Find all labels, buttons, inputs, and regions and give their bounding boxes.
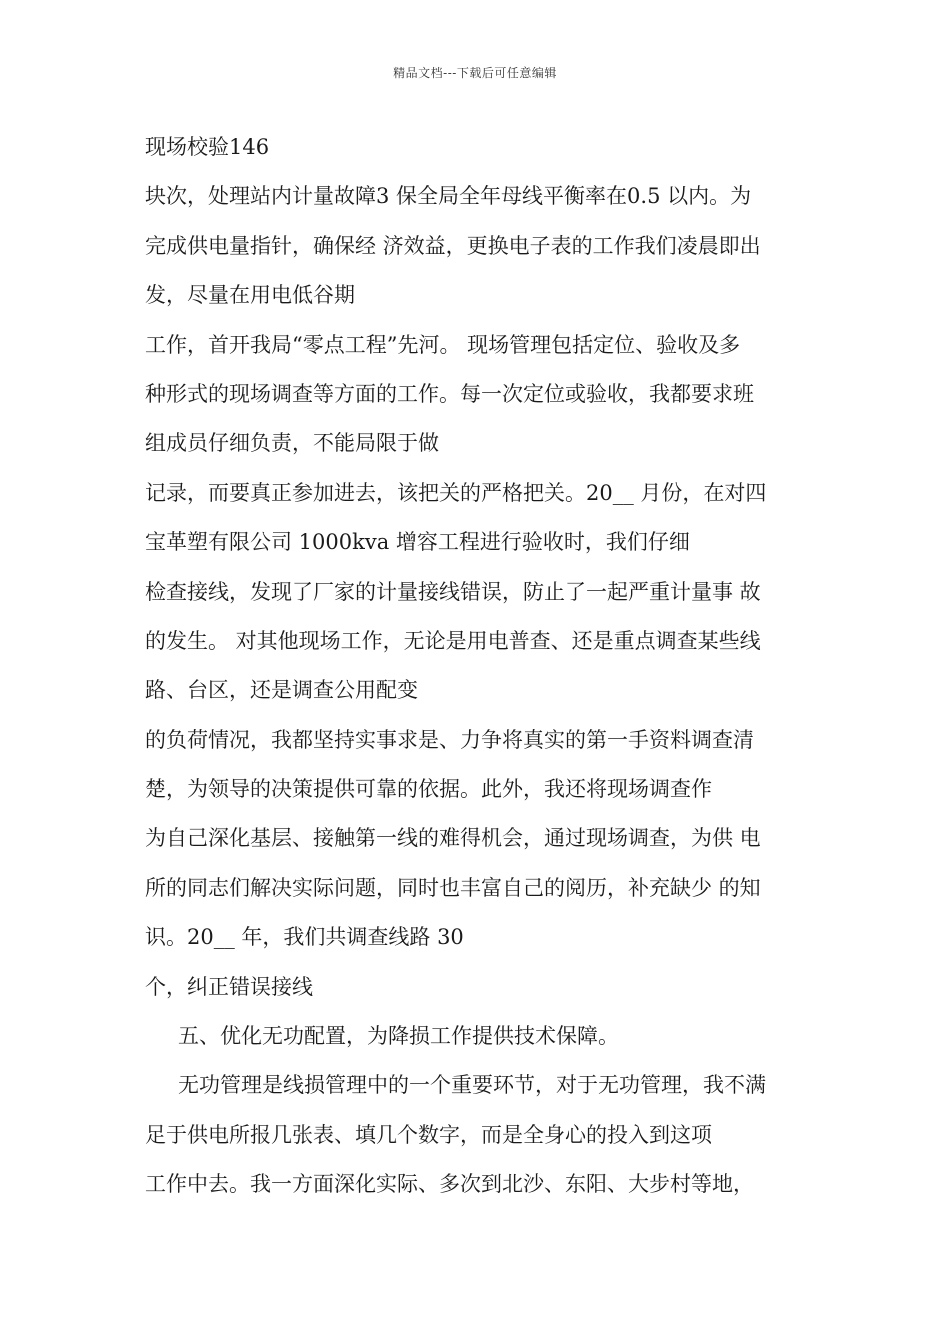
paragraph-first-line: 无功管理是线损管理中的一个重要环节，对于无功管理，我不满 bbox=[178, 1073, 766, 1098]
body-line-21: 足于供电所报几张表、填几个数字，而是全身心的投入到这项 bbox=[145, 1122, 712, 1147]
section-heading: 五、优化无功配置，为降损工作提供技术保障。 bbox=[178, 1024, 619, 1049]
body-line-14: 楚，为领导的决策提供可靠的依据。此外，我还将现场调查作 bbox=[145, 777, 712, 802]
body-line-3: 完成供电量指针，确保经 济效益，更换电子表的工作我们凌晨即出 bbox=[145, 233, 761, 258]
body-line-4: 发，尽量在用电低谷期 bbox=[145, 283, 355, 308]
body-line-22: 工作中去。我一方面深化实际、多次到北沙、东阳、大步村等地， bbox=[145, 1172, 754, 1197]
body-line-16: 所的同志们解决实际问题，同时也丰富自己的阅历，补充缺少 的知 bbox=[145, 875, 761, 900]
body-line-1: 现场校验146 bbox=[145, 135, 270, 159]
page-header: 精品文档---下载后可任意编辑 bbox=[393, 66, 557, 80]
body-line-18: 个，纠正错误接线 bbox=[145, 974, 313, 999]
body-line-2: 块次，处理站内计量故障3 保全局全年母线平衡率在0.5 以内。为 bbox=[145, 184, 752, 209]
body-line-5: 工作，首开我局“零点工程”先河。 现场管理包括定位、验收及多 bbox=[145, 332, 741, 357]
body-line-12: 路、台区，还是调查公用配变 bbox=[145, 678, 418, 703]
body-line-17: 识。20__ 年，我们共调查线路 30 bbox=[145, 925, 464, 950]
body-line-15: 为自己深化基层、接触第一线的难得机会，通过现场调查，为供 电 bbox=[145, 826, 761, 851]
body-line-6: 种形式的现场调查等方面的工作。每一次定位或验收，我都要求班 bbox=[145, 381, 754, 406]
body-line-7: 组成员仔细负责，不能局限于做 bbox=[145, 431, 439, 456]
body-line-13: 的负荷情况，我都坚持实事求是、力争将真实的第一手资料调查清 bbox=[145, 727, 754, 752]
document-body bbox=[145, 132, 825, 1219]
body-line-8: 记录，而要真正参加进去，该把关的严格把关。20__ 月份，在对四 bbox=[145, 480, 767, 505]
body-line-11: 的发生。 对其他现场工作，无论是用电普查、还是重点调查某些线 bbox=[145, 628, 761, 653]
body-line-9: 宝革塑有限公司 1000kva 增容工程进行验收时，我们仔细 bbox=[145, 530, 690, 555]
body-line-10: 检查接线，发现了厂家的计量接线错误，防止了一起严重计量事 故 bbox=[145, 579, 761, 604]
